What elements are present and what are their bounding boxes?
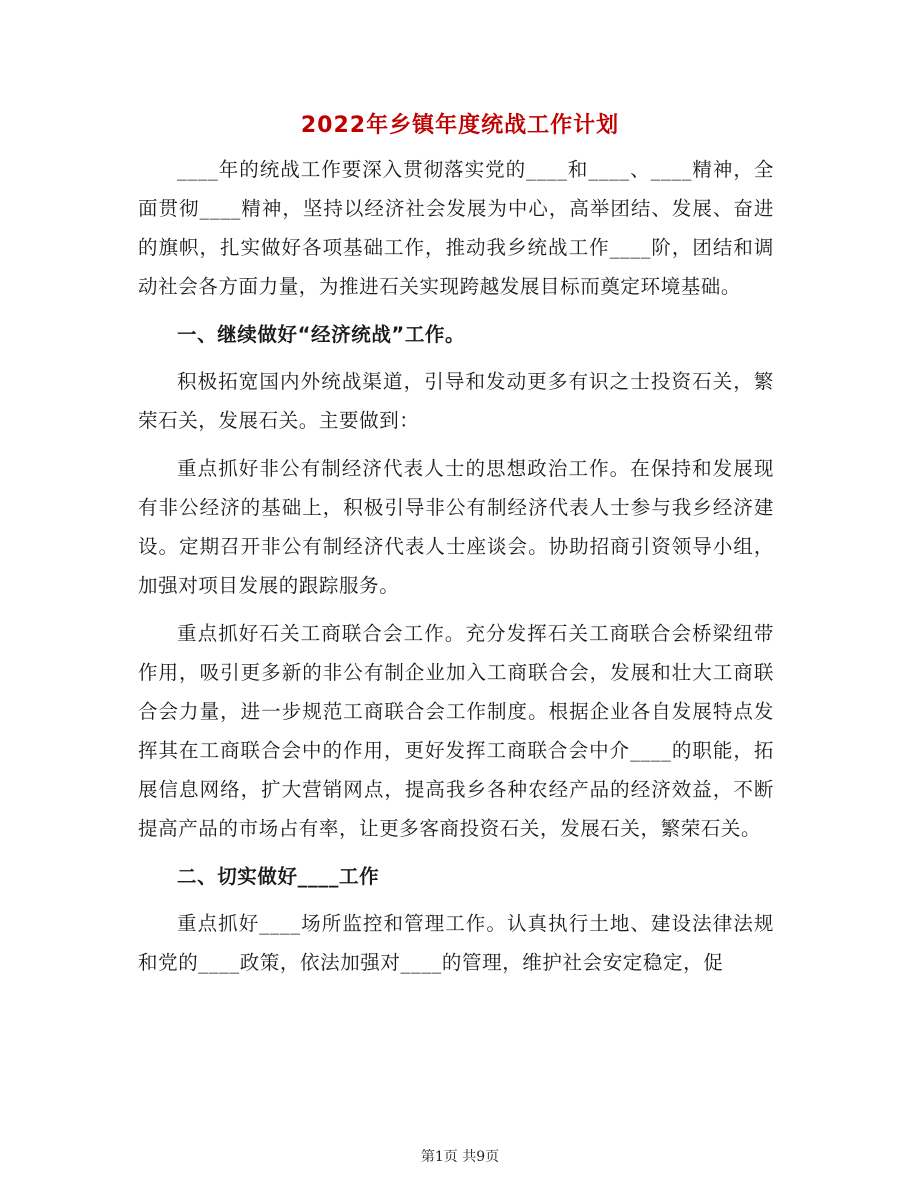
document-body xyxy=(138,150,774,982)
body-paragraph: 积极拓宽国内外统战渠道，引导和发动更多有识之士投资石关，繁荣石关，发展石关。主要做到： xyxy=(138,370,774,432)
section-heading-1: 一、继续做好“经济统战”工作。 xyxy=(177,323,466,346)
body-paragraph: 重点抓好非公有制经济代表人士的思想政治工作。在保持和发展现有非公经济的基础上，积极引导非公有制经济代表人士参与我乡经济建设。定期召开非公有制经济代表人士座谈会。协助招商引资领导小组，加强对项目发展的跟踪服务。 xyxy=(138,457,774,597)
page-number-footer: 第1页 共9页 xyxy=(420,1149,500,1165)
document-title: 2022年乡镇年度统战工作计划 xyxy=(300,113,620,138)
body-paragraph: 重点抓好石关工商联合会工作。充分发挥石关工商联合会桥梁纽带作用，吸引更多新的非公有制企业加入工商联合会，发展和壮大工商联合会力量，进一步规范工商联合会工作制度。根据企业各自发展特点发挥其在工商联合会中的作用，更好发挥工商联合会中介____的职能，拓展信息网络，扩大营销网点，提高我乡各种农经产品的经济效益，不断提高产品的市场占有率，让更多客商投资石关，发展石关，繁荣石关。 xyxy=(138,622,774,840)
section-heading-2: 二、切实做好____工作 xyxy=(177,865,380,888)
body-paragraph: 重点抓好____场所监控和管理工作。认真执行土地、建设法律法规和党的____政策，依法加强对____的管理，维护社会安定稳定，促 xyxy=(138,912,774,974)
intro-paragraph: ____年的统战工作要深入贯彻落实党的____和____、____精神，全面贯彻____精神，坚持以经济社会发展为中心，高举团结、发展、奋进的旗帜，扎实做好各项基础工作，推动我乡统战工作____阶，团结和调动社会各方面力量，为推进石关实现跨越发展目标而奠定环境基础。 xyxy=(138,158,774,298)
